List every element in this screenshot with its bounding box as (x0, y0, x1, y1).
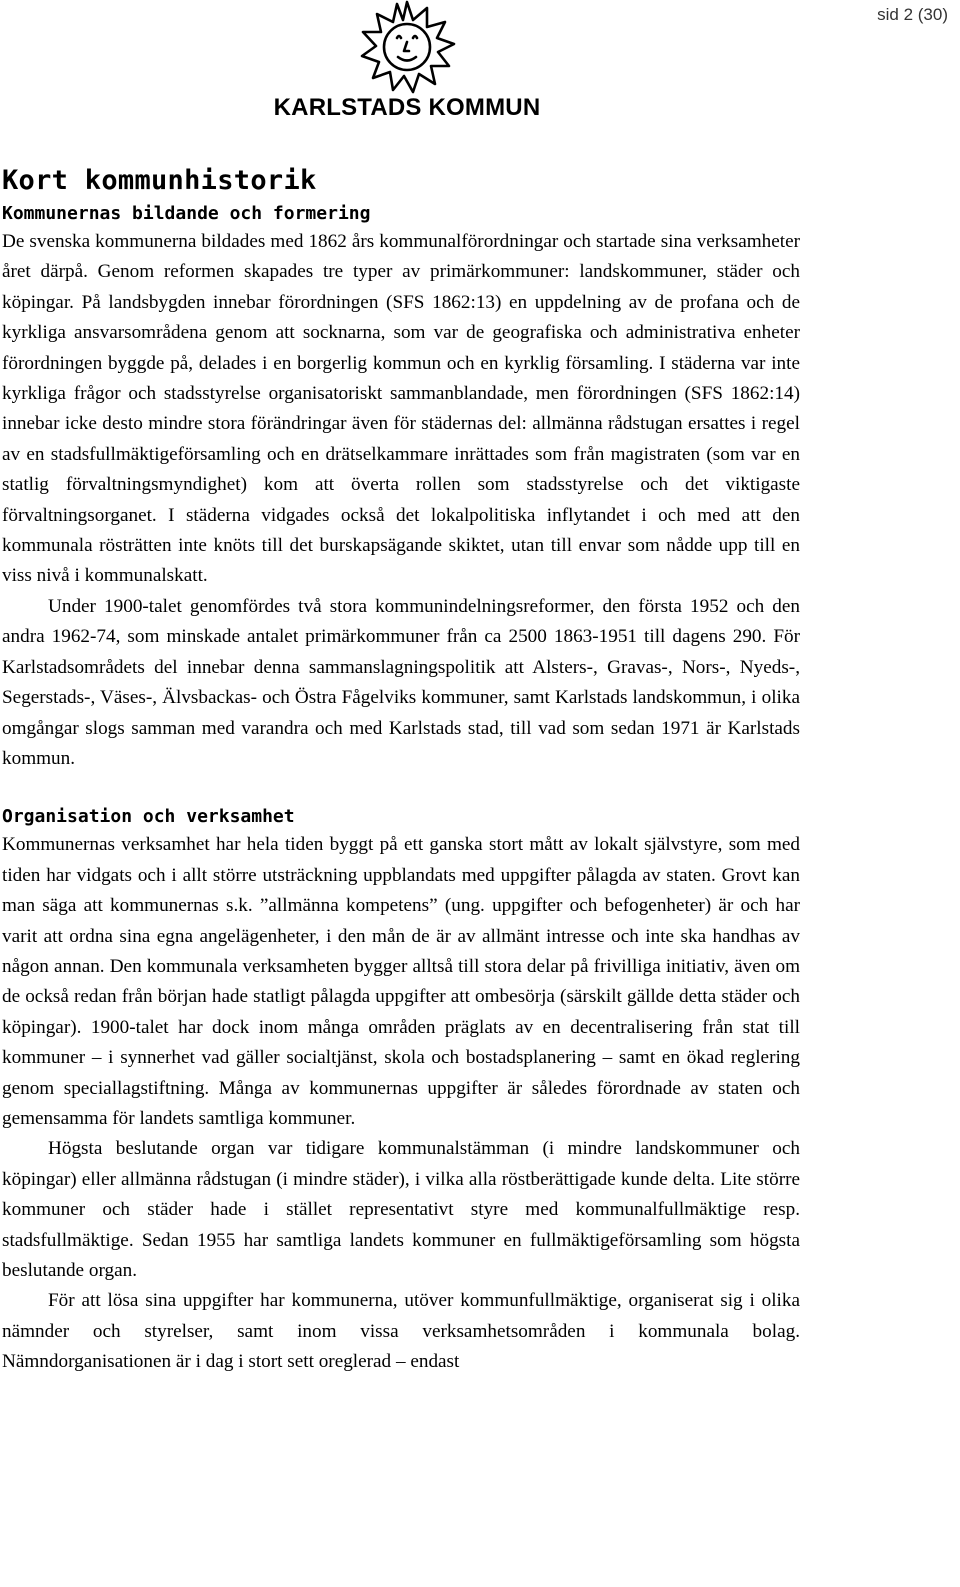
paragraph-organisation-3: För att lösa sina uppgifter har kommunerna, utöver kommunfullmäktige, organiserat sig i olika nämnder och styrelser, samt inom vissa verksamhetsområden i kommunala bolag. Nämndorganisationen är i dag i stort sett oreglerad – endast (2, 1290, 800, 1373)
paragraph-organisation-2: Högsta beslutande organ var tidigare kommunalstämman (i mindre landskommuner och köpingar) eller allmänna rådstugan (i mindre städer), i vilka alla röstberättigade kunde delta. Lite större kommuner och städer hade i stället representativt styre med kommunalfullmäktige resp. stadsfullmäktige. Sedan 1955 har samtliga landets kommuner en fullmäktigeförsamling som högsta beslutande organ. (2, 1138, 800, 1281)
section-spacer (2, 774, 800, 803)
organization-name: KARLSTADS KOMMUN (273, 94, 541, 121)
section-heading-formation: Kommunernas bildande och formering (2, 203, 371, 224)
document-title: Kort kommunhistorik (2, 165, 317, 196)
document-body (2, 162, 800, 1378)
sun-face-icon (357, 0, 457, 96)
paragraph-formation-1: De svenska kommunerna bildades med 1862 års kommunalförordningar och startade sina verksamheter året därpå. Genom reformen skapades tre typer av primärkommuner: landskommuner, städer och köpingar. På landsbygden innebar förordningen (SFS 1862:13) en uppdelning av de profana och de kyrkliga ansvarsområdena genom att socknarna, som var de geografiska och administrativa enheter förordningen byggde på, delades i en borgerlig kommun och en kyrklig församling. I städerna var inte kyrkliga frågor och stadsstyrelse organisatoriskt sammanblandade, men förordningen (SFS 1862:14) innebar icke desto mindre stora förändringar även för städernas del: allmänna rådstugan ersattes i regel av en stadsfullmäktigeförsamling och en drätselkammare inrättades som från magistraten (som var en statlig förvaltningsmyndighet) kom att överta rollen som stadsstyrelse och det viktigaste förvaltningsorganet. I städerna vidgades också det lokalpolitiska inflytandet i och med att den kommunala rösträtten inte knöts till det burskapsägande skiktet, utan till envar som nådde upp till en viss nivå i kommunalskatt. (2, 231, 800, 587)
paragraph-organisation-1: Kommunernas verksamhet har hela tiden byggt på ett ganska stort mått av lokalt självstyre, som med tiden har vidgats och i allt större utsträckning uppblandats med uppgifter pålagda av staten. Grovt kan man säga att kommunernas s.k. ”allmänna kompetens” (ung. uppgifter och befogenheter) är och har varit att ordna sina egna angelägenheter, i den mån de är av allmänt intresse och inte ska handhas av någon annan. Den kommunala verksamheten bygger alltså till stora delar på frivilliga initiativ, även om de också redan från början hade statligt pålagda uppgifter att ombesörja (särskilt gällde detta städer och köpingar). 1900-talet har dock inom många områden präglats av en decentralisering från stat till kommuner – i synnerhet vad gäller socialtjänst, skola och bostadsplanering – samt en ökad reglering genom speciallagstiftning. Många av kommunernas uppgifter är således förordnade av staten och gemensamma för landets samtliga kommuner. (2, 834, 800, 1129)
karlstads-kommun-logo (272, 0, 542, 125)
section-heading-organisation: Organisation och verksamhet (2, 806, 295, 828)
page-number: sid 2 (30) (877, 5, 948, 24)
paragraph-formation-2: Under 1900-talet genomfördes två stora kommunindelningsreformer, den första 1952 och den andra 1962-74, som minskade antalet primärkommuner från ca 2500 1863-1951 till dagens 290. För Karlstadsområdets del innebar denna sammanslagningspolitik att Alsters-, Gravas-, Nors-, Nyeds-, Segerstads-, Väses-, Älvsbackas- och Östra Fågelviks kommuner, samt Karlstads landskommun, i olika omgångar slogs samman med varandra och med Karlstads stad, till vad som sedan 1971 är Karlstads kommun. (2, 595, 800, 769)
